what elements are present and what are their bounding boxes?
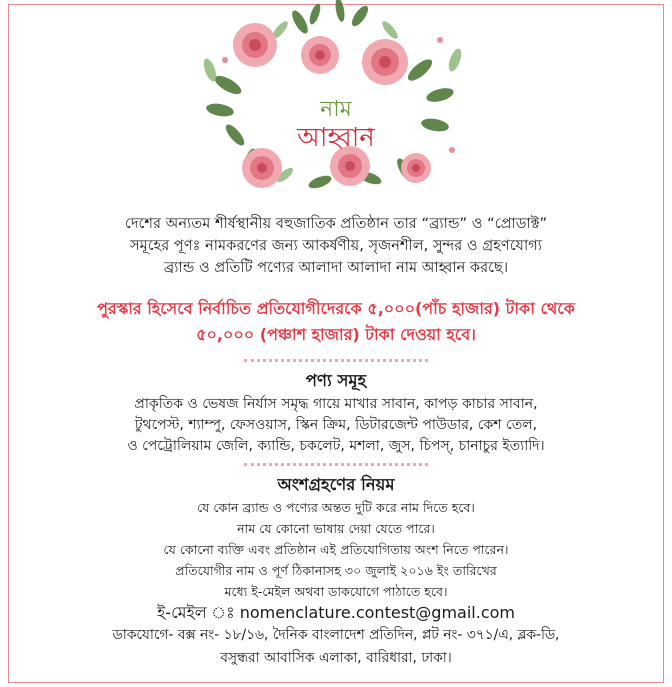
- wreath-title-line1: নাম: [320, 97, 352, 122]
- address-line: বসুন্ধরা আবাসিক এলাকা, বারিধারা, ঢাকা।: [220, 650, 452, 666]
- rule-line: নাম যে কোনো ভাষায় দেয়া যেতে পারে।: [237, 521, 435, 536]
- prize-paragraph: [20, 296, 652, 348]
- rule-line: প্রতিযোগীর নাম ও পূর্ণ ঠিকানাসহ ৩০ জুলাই ২০১৬ ইং তারিখের: [175, 563, 497, 578]
- rule-line: যে কোনো ব্যক্তি এবং প্রতিষ্ঠান এই প্রতিযোগিতায় অংশ নিতে পারেন।: [163, 542, 509, 557]
- contact-email: ই-মেইল ঃ nomenclature.contest@gmail.com: [156, 603, 515, 622]
- products-line: ও পেট্রোলিয়াম জেলি, ক্যান্ডি, চকলেট, মশলা, জুস, চিপস্, চানাচুর ইত্যাদি।: [127, 438, 545, 454]
- products-line: প্রাকৃতিক ও ভেষজ নির্যাস সমৃদ্ধ গায়ে মাখার সাবান, কাপড় কাচার সাবান,: [134, 396, 538, 412]
- intro-paragraph: [20, 213, 652, 279]
- intro-line: সমূহের পূণঃ নামকরণের জন্য আকর্ষণীয়, সৃজনশীল, সুন্দর ও গ্রহণযোগ্য: [129, 237, 542, 254]
- prize-line: ৫০,০০০ (পঞ্চাশ হাজার) টাকা দেওয়া হবে।: [196, 325, 476, 344]
- rules-heading: অংশগ্রহণের নিয়ম: [277, 475, 395, 494]
- intro-line: দেশের অন্যতম শীর্ষস্থানীয় বহুজাতিক প্রতিষ্ঠান তার “ব্র্যান্ড” ও “প্রোডাক্ট”: [124, 215, 548, 232]
- wreath-title-line2: আহ্বান: [297, 123, 375, 153]
- rules-list: [20, 497, 652, 602]
- rule-line: যে কোন ব্র্যান্ড ও পণ্যের অন্তত দুটি করে নাম দিতে হবে।: [197, 500, 475, 515]
- contact-address: [20, 624, 652, 670]
- dotted-divider: [244, 359, 428, 362]
- products-list: [20, 394, 652, 457]
- dotted-divider: [244, 463, 428, 466]
- rule-line: মধ্যে ই-মেইল অথবা ডাকযোগে পাঠাতে হবে।: [224, 584, 448, 599]
- products-heading: পণ্য সমূহ: [305, 371, 367, 390]
- products-line: টুথপেস্ট, শ্যাম্পু, ফেসওয়াস, স্কিন ক্রিম, ডিটারজেন্ট পাউডার, কেশ তেল,: [134, 417, 538, 433]
- prize-line: পুরস্কার হিসেবে নির্বাচিত প্রতিযোগীদেরকে ৫,০০০(পাঁচ হাজার) টাকা থেকে: [97, 299, 575, 318]
- intro-line: ব্র্যান্ড ও প্রতিটি পণ্যের আলাদা আলাদা নাম আহ্বান করছে।: [163, 259, 509, 276]
- address-line: ডাকযোগে- বক্স নং- ১৮/১৬, দৈনিক বাংলাদেশ প্রতিদিন, প্লট নং- ৩৭১/এ, ব্লক-ডি,: [112, 627, 560, 643]
